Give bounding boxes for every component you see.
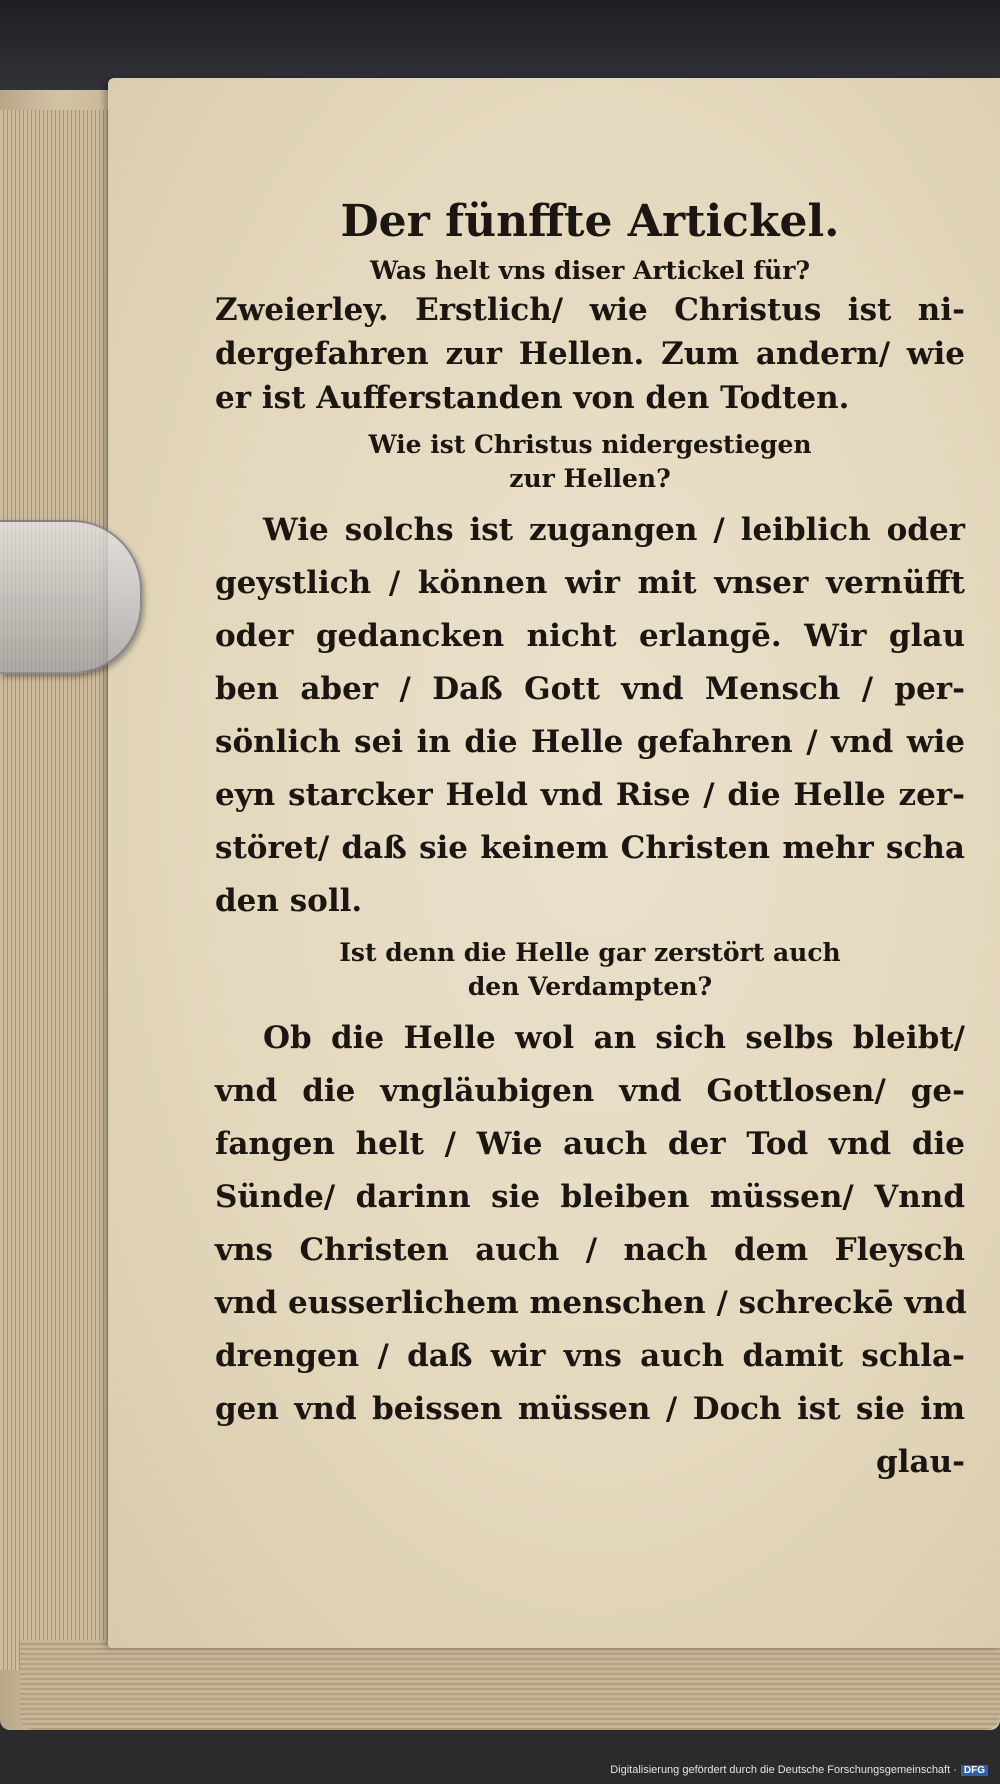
answer-line: den soll. xyxy=(215,883,363,919)
answer-line: Sünde/ darinn sie bleiben müssen/ Vnnd xyxy=(215,1179,965,1215)
answer-line: Wie solchs ist zugangen / leiblich oder xyxy=(263,512,965,548)
answer-line: gen vnd beissen müssen / Doch ist sie im xyxy=(215,1391,965,1427)
answer-line: eyn starcker Held vnd Rise / die Helle zer- xyxy=(215,777,965,813)
answer-line: Ob die Helle wol an sich selbs bleibt/ xyxy=(263,1020,965,1056)
answer-line: störet/ daß sie keinem Christen mehr scha xyxy=(215,830,965,866)
page-text xyxy=(215,190,965,1489)
answer-line: vnd eusserlichem menschen / schreckē vnd xyxy=(215,1285,967,1321)
digitization-credit xyxy=(610,1764,988,1776)
page-edges-left xyxy=(0,110,110,1670)
credit-text: Digitalisierung gefördert durch die Deutsche Forschungsgemeinschaft · xyxy=(610,1764,957,1776)
answer-line: geystlich / können wir mit vnser vernüfft xyxy=(215,565,965,601)
page-edges-bottom xyxy=(20,1640,1000,1730)
catchword: glau- xyxy=(876,1444,965,1480)
question-heading: den Verdampten? xyxy=(467,972,713,1001)
answer-line: Zweierley. Erstlich/ wie Christus ist ni- xyxy=(215,292,965,328)
chapter-title: Der fünffte Artickel. xyxy=(340,196,840,247)
answer-line: fangen helt / Wie auch der Tod vnd die xyxy=(215,1126,965,1162)
answer-line: er ist Aufferstanden von den Todten. xyxy=(215,380,850,416)
page-clip xyxy=(0,520,142,674)
question-heading: zur Hellen? xyxy=(509,464,671,493)
answer-line: dergefahren zur Hellen. Zum andern/ wie xyxy=(215,336,965,372)
answer-line: vns Christen auch / nach dem Fleysch xyxy=(215,1232,965,1268)
answer-line: vnd die vngläubigen vnd Gottlosen/ ge- xyxy=(215,1073,965,1109)
question-heading: Wie ist Christus nidergestiegen xyxy=(368,430,812,459)
question-heading: Ist denn die Helle gar zerstört auch xyxy=(339,938,841,967)
question-heading: Was helt vns diser Artickel für? xyxy=(369,256,811,285)
dfg-logo: DFG xyxy=(961,1765,988,1776)
answer-line: sönlich sei in die Helle gefahren / vnd wie xyxy=(215,724,965,760)
answer-line: drengen / daß wir vns auch damit schla- xyxy=(215,1338,965,1374)
answer-line: oder gedancken nicht erlangē. Wir glau xyxy=(215,618,965,654)
answer-line: ben aber / Daß Gott vnd Mensch / per- xyxy=(215,671,965,707)
